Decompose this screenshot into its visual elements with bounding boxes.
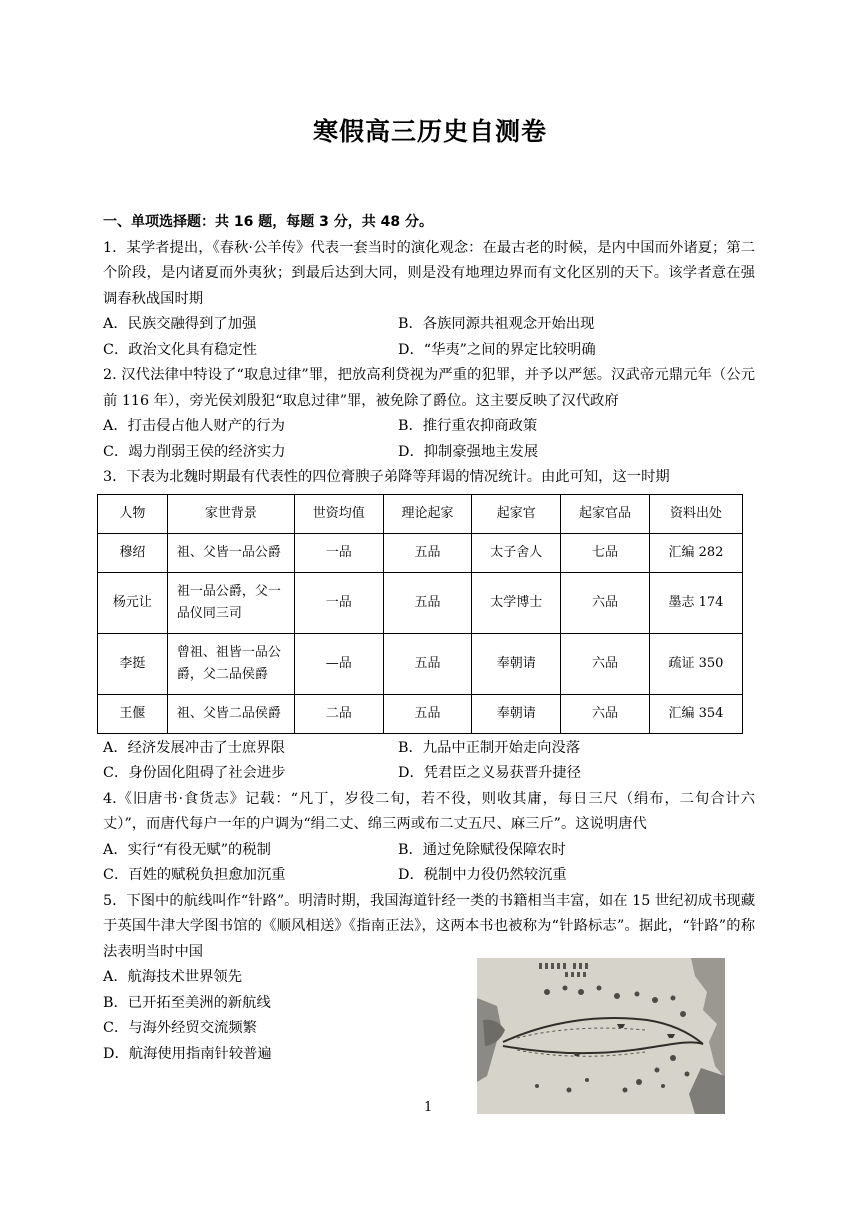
table-cell: 二品 [294, 694, 383, 733]
question-3 [103, 465, 755, 787]
table-cell: 太子舍人 [472, 533, 561, 572]
table-row [98, 533, 743, 572]
table-cell: 一品 [294, 533, 383, 572]
option-a[interactable]: A．经济发展冲击了士庶界限 [103, 739, 285, 756]
option-c[interactable]: C．百姓的赋税负担愈加沉重 [103, 867, 286, 883]
table-header-row [98, 494, 743, 533]
question-1-options [103, 312, 755, 363]
table-header: 家世背景 [167, 494, 294, 533]
table-cell: 六品 [561, 633, 650, 694]
section-heading: 一、单项选择题：共 16 题，每题 3 分，共 48 分。 [103, 214, 433, 230]
page-number: 1 [424, 1100, 433, 1115]
question-1-stem: 1．某学者提出，《春秋·公羊传》代表一套当时的演化观念：在最古老的时候，是内中国而外诸夏；第二个阶段，是内诸夏而外夷狄；到最后达到大同，则是没有地理边界而有文化区别的天下。该学者意在强调春秋战国时期 [103, 239, 755, 307]
option-c[interactable]: C．与海外经贸交流频繁 [103, 1020, 257, 1036]
question-2-options [103, 414, 755, 465]
table-header: 世资均值 [294, 494, 383, 533]
table-cell: 汇编 354 [649, 694, 742, 733]
option-b[interactable]: B．通过免除赋役保障农时 [398, 841, 566, 858]
nobility-table [97, 494, 743, 734]
option-d[interactable]: D．“华夷”之间的界定比较明确 [398, 341, 596, 358]
table-header: 人物 [98, 494, 168, 533]
option-a[interactable]: A．民族交融得到了加强 [103, 316, 257, 332]
table-cell: 王偃 [98, 694, 168, 733]
question-5-options [103, 965, 463, 1067]
option-d[interactable]: D．税制中力役仍然较沉重 [398, 867, 567, 883]
table-cell: 曾祖、祖皆一品公爵，父二品侯爵 [167, 633, 294, 694]
option-b[interactable]: B．九品中正制开始走向没落 [398, 739, 581, 756]
table-cell: —品 [294, 633, 383, 694]
option-b[interactable]: B．推行重农抑商政策 [398, 418, 538, 434]
table-header: 起家官品 [561, 494, 650, 533]
question-2 [103, 363, 755, 465]
table-cell: 五品 [383, 633, 472, 694]
table-cell: 祖、父皆二品侯爵 [167, 694, 294, 733]
table-cell: 六品 [561, 572, 650, 633]
option-b[interactable]: B．已开拓至美洲的新航线 [103, 994, 271, 1011]
question-5-stem: 5．下图中的航线叫作“针路”。明清时期，我国海道针经一类的书籍相当丰富，如在 15 世纪初成书现藏于英国牛津大学图书馆的《顺风相送》《指南正法》，这两本书也被称为“针路标志”。据此，“针路”的称法表明当时中国 [103, 892, 755, 960]
table-row [98, 633, 743, 694]
table-cell: 疏证 350 [649, 633, 742, 694]
table-cell: 墨志 174 [649, 572, 742, 633]
table-cell: 五品 [383, 533, 472, 572]
table-cell: 奉朝请 [472, 633, 561, 694]
option-a[interactable]: A．航海技术世界领先 [103, 969, 242, 985]
table-header: 资料出处 [649, 494, 742, 533]
question-2-stem: 2. 汉代法律中特设了“取息过律”罪，把放高利贷视为严重的犯罪，并予以严惩。汉武帝元鼎元年（公元前 116 年），旁光侯刘殷犯“取息过律”罪，被免除了爵位。这主要反映了汉代政府 [103, 367, 755, 409]
exam-content [103, 210, 755, 1067]
option-a[interactable]: A．打击侵占他人财产的行为 [103, 418, 285, 434]
table-cell: 祖一品公爵，父一品仪同三司 [167, 572, 294, 633]
question-1 [103, 236, 755, 364]
table-cell: 汇编 282 [649, 533, 742, 572]
table-header: 理论起家 [383, 494, 472, 533]
table-row [98, 572, 743, 633]
option-a[interactable]: A．实行“有役无赋”的税制 [103, 841, 271, 858]
option-d[interactable]: D．凭君臣之义易获晋升捷径 [398, 765, 582, 781]
table-cell: 五品 [383, 694, 472, 733]
question-3-options [103, 736, 755, 787]
table-cell: 七品 [561, 533, 650, 572]
option-b[interactable]: B．各族同源共祖观念开始出现 [398, 316, 595, 332]
table-cell: 奉朝请 [472, 694, 561, 733]
table-cell: 五品 [383, 572, 472, 633]
option-c[interactable]: C．竭力削弱王侯的经济实力 [103, 443, 286, 460]
table-cell: 杨元让 [98, 572, 168, 633]
question-4 [103, 787, 755, 889]
table-cell: 太学博士 [472, 572, 561, 633]
option-c[interactable]: C．身份固化阻碍了社会进步 [103, 765, 286, 781]
table-cell: 六品 [561, 694, 650, 733]
option-c[interactable]: C．政治文化具有稳定性 [103, 341, 257, 358]
question-4-options [103, 838, 755, 889]
exam-title: 寒假高三历史自测卷 [312, 117, 547, 146]
sea-route-map [477, 958, 725, 1114]
table-row [98, 694, 743, 733]
question-4-stem: 4.《旧唐书·食货志》记载：“凡丁，岁役二旬，若不役，则收其庸，每日三尺（绢布，二旬合计六丈）”，而唐代每户一年的户调为“绢二丈、绵三两或布二丈五尺、麻三斤”。这说明唐代 [103, 790, 755, 832]
table-header: 起家官 [472, 494, 561, 533]
option-d[interactable]: D．抑制豪强地主发展 [398, 443, 539, 460]
table-cell: 祖、父皆一品公爵 [167, 533, 294, 572]
table-cell: 李挺 [98, 633, 168, 694]
sea-route-map-drawing [477, 958, 725, 1114]
question-3-stem: 3．下表为北魏时期最有代表性的四位膏腴子弟降等拜谒的情况统计。由此可知，这一时期 [103, 469, 670, 485]
table-cell: 穆绍 [98, 533, 168, 572]
table-cell: 一品 [294, 572, 383, 633]
option-d[interactable]: D．航海使用指南针较普遍 [103, 1045, 272, 1062]
